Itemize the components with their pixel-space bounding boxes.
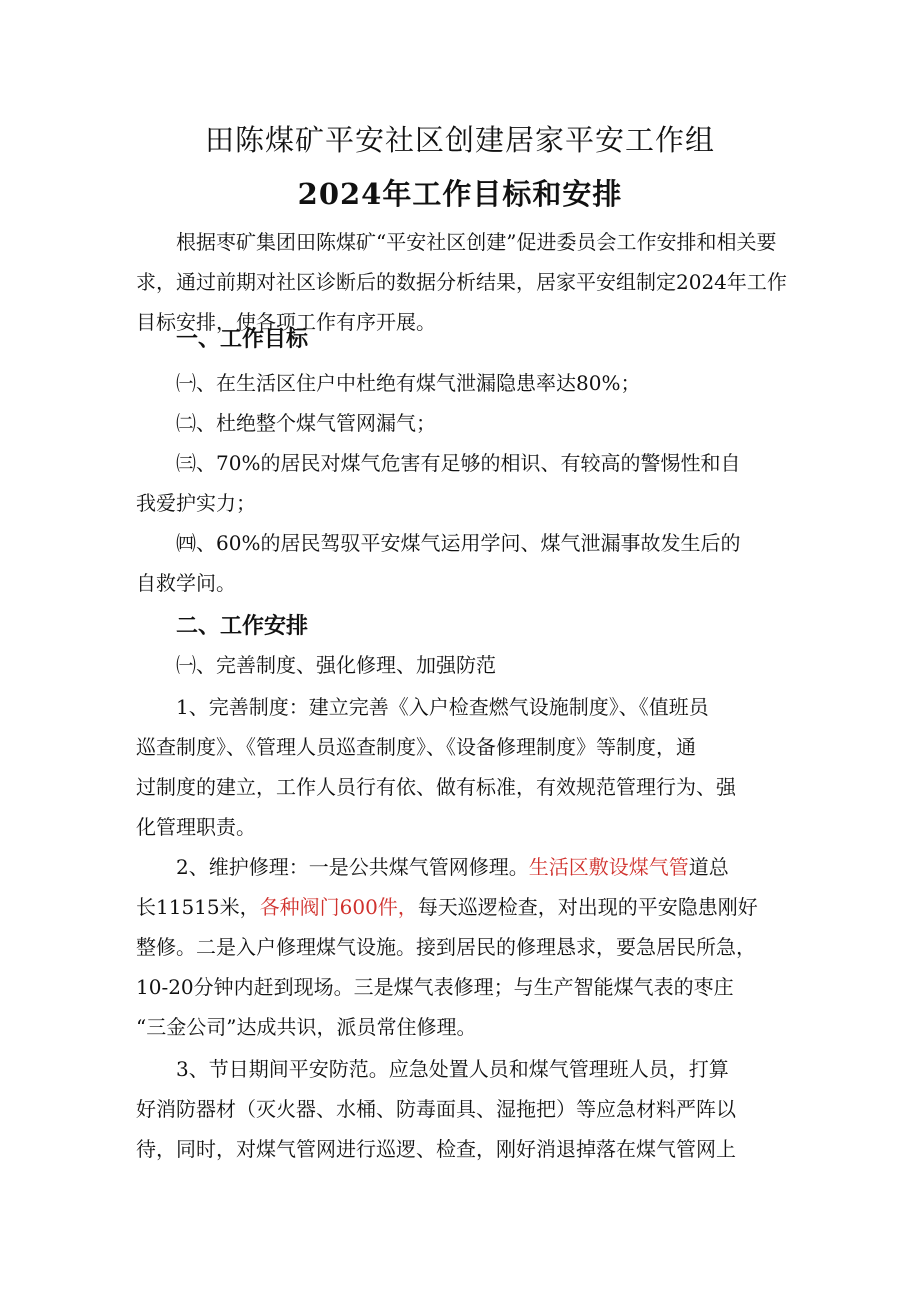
- para2-line2-highlight: 各种阀门600件，: [259, 895, 418, 919]
- section2-heading: 二、工作安排: [176, 614, 309, 639]
- para2-line2-text-b: 每天巡逻检查，对出现的平安隐患刚好: [417, 895, 758, 919]
- para2-line1-highlight: 生活区敷设煤气管: [528, 855, 689, 879]
- para2-line1: [176, 847, 796, 887]
- document-subtitle: 2024年工作目标和安排: [297, 177, 623, 211]
- para3-line1: 3、节日期间平安防范。应急处置人员和煤气管理班人员，打算: [176, 1057, 729, 1081]
- para3-line2: 好消防器材（灭火器、水桶、防毒面具、湿拖把）等应急材料严阵以: [136, 1097, 736, 1121]
- para2-line2-text-a: 长11515米，: [136, 895, 260, 919]
- goal-item-4-line1: ㈣、60%的居民驾驭平安煤气运用学问、煤气泄漏事故发生后的: [176, 531, 741, 555]
- para3-line3: 待，同时，对煤气管网进行巡逻、检查，刚好消退掉落在煤气管网上: [136, 1137, 736, 1161]
- para1-line3: 过制度的建立，工作人员行有依、做有标准，有效规范管理行为、强: [136, 775, 736, 799]
- goal-item-3-line2: 我爱护实力；: [136, 491, 256, 515]
- para1-line4: 化管理职责。: [136, 815, 256, 839]
- para2-line4: 10-20分钟内赶到现场。三是煤气表修理；与生产智能煤气表的枣庄: [136, 975, 734, 999]
- para2-line5: “三金公司”达成共识，派员常住修理。: [136, 1015, 477, 1039]
- goal-item-4-line2: 自救学问。: [136, 571, 236, 595]
- goal-item-3-line1: ㈢、70%的居民对煤气危害有足够的相识、有较高的警惕性和自: [176, 451, 741, 475]
- intro-paragraph: 根据枣矿集团田陈煤矿“平安社区创建”促进委员会工作安排和相关要求，通过前期对社区诊断后的数据分析结果，居家平安组制定2024年工作目标安排，使各项工作有序开展。: [136, 230, 787, 334]
- arrangement-sub1: ㈠、完善制度、强化修理、加强防范: [176, 653, 496, 677]
- section1-heading: 一、工作目标: [176, 327, 309, 352]
- para1-line2: 巡查制度》、《管理人员巡查制度》、《设备修理制度》等制度，通: [136, 735, 696, 759]
- para2-line1-text-a: 2、维护修理：一是公共煤气管网修理。: [176, 855, 529, 879]
- document-title: 田陈煤矿平安社区创建居家平安工作组: [204, 123, 715, 157]
- para2-line3: 整修。二是入户修理煤气设施。接到居民的修理恳求，要急居民所急，: [136, 935, 756, 959]
- goal-item-2: ㈡、杜绝整个煤气管网漏气；: [176, 411, 436, 435]
- goal-item-1: ㈠、在生活区住户中杜绝有煤气泄漏隐患率达80%；: [176, 371, 641, 395]
- para2-line1-text-b: 道总: [688, 855, 729, 879]
- para2-line2: [136, 887, 796, 927]
- para1-line1: 1、完善制度：建立完善《入户检查燃气设施制度》、《值班员: [176, 695, 709, 719]
